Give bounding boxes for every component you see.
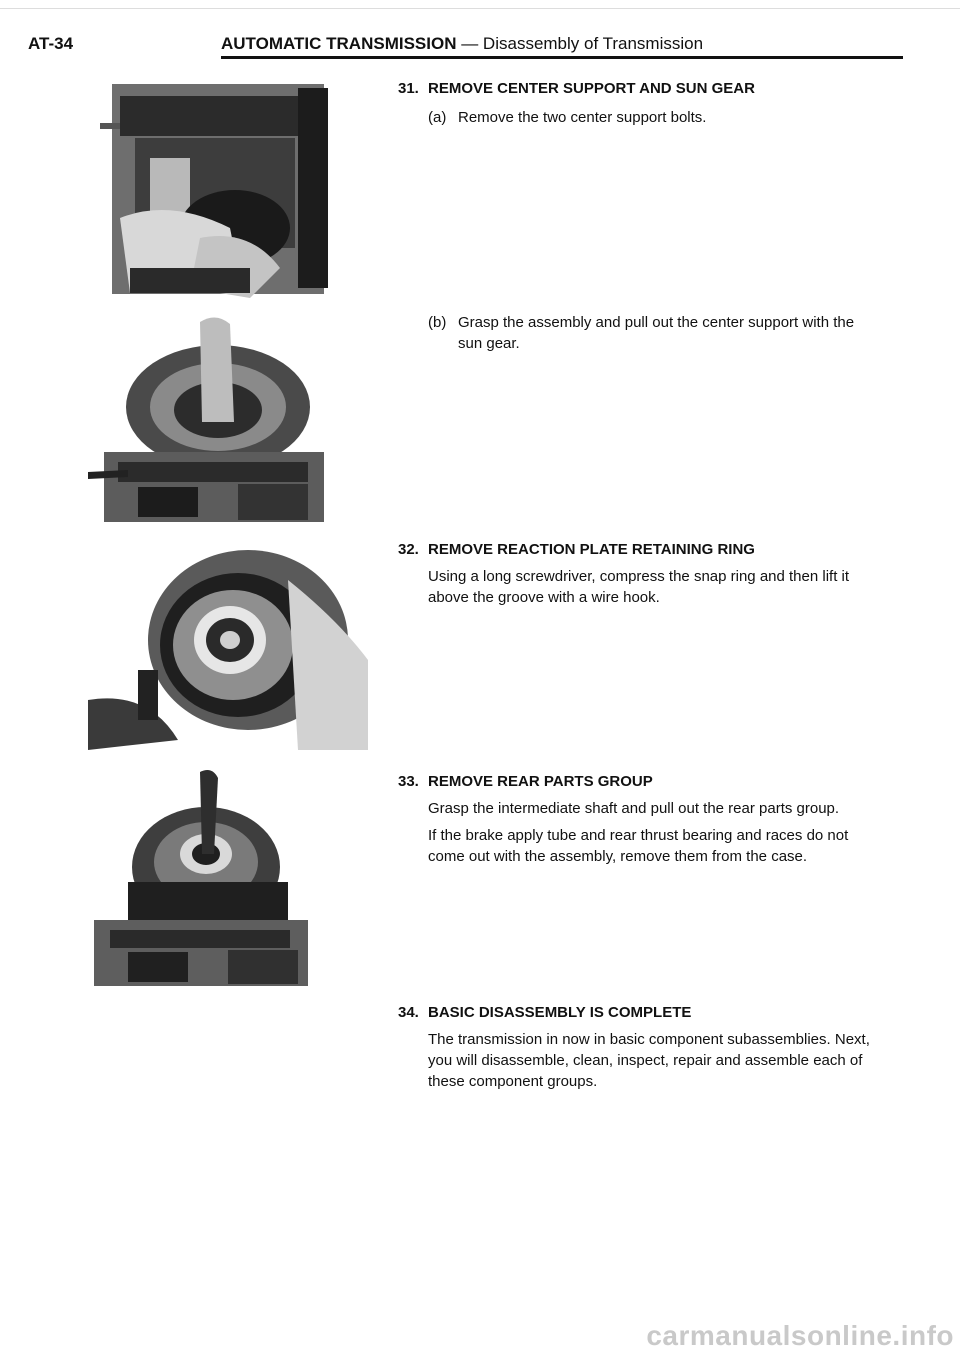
step-number: 32. bbox=[398, 541, 419, 558]
step-text-2: If the brake apply tube and rear thrust bearing and races do not come out with the assembly, remove them from the case. bbox=[428, 827, 849, 865]
step-title: REMOVE REAR PARTS GROUP bbox=[428, 773, 653, 790]
step-31-sub-b bbox=[398, 312, 888, 354]
sub-text: Grasp the assembly and pull out the center support with the sun gear. bbox=[458, 314, 855, 352]
page-number: AT-34 bbox=[28, 34, 74, 53]
step-34-body bbox=[398, 1029, 888, 1092]
step-text: The transmission in now in basic component subassemblies. Next, you will disassemble, clean, inspect, repair and assemble each of these component groups. bbox=[428, 1031, 870, 1090]
step-32-heading bbox=[398, 540, 888, 560]
page-title bbox=[221, 34, 703, 54]
photo-rear-parts-group bbox=[88, 762, 313, 990]
step-number: 33. bbox=[398, 773, 419, 790]
sub-text: Remove the two center support bolts. bbox=[458, 109, 707, 126]
photo-center-support-bolts bbox=[90, 78, 345, 303]
watermark: carmanualsonline.info bbox=[646, 1320, 954, 1351]
scan-edge-line bbox=[0, 8, 960, 9]
step-number: 31. bbox=[398, 80, 419, 97]
photo-reaction-plate-ring bbox=[88, 540, 368, 750]
step-33-body bbox=[398, 798, 888, 867]
step-34 bbox=[398, 1003, 888, 1098]
step-34-heading bbox=[398, 1003, 888, 1023]
step-31-heading bbox=[398, 79, 888, 99]
step-32 bbox=[398, 540, 888, 614]
header-rule bbox=[221, 56, 903, 59]
step-title: BASIC DISASSEMBLY IS COMPLETE bbox=[428, 1004, 692, 1021]
step-31-b bbox=[398, 312, 888, 354]
step-31 bbox=[398, 79, 888, 128]
step-text-1: Grasp the intermediate shaft and pull out the rear parts group. bbox=[428, 800, 840, 817]
photo-pull-center-support bbox=[88, 312, 330, 527]
step-32-body bbox=[398, 566, 888, 608]
step-33 bbox=[398, 772, 888, 873]
step-number: 34. bbox=[398, 1004, 419, 1021]
sub-label: (a) bbox=[428, 109, 447, 126]
step-title: REMOVE REACTION PLATE RETAINING RING bbox=[428, 541, 755, 558]
step-33-heading bbox=[398, 772, 888, 792]
step-title: REMOVE CENTER SUPPORT AND SUN GEAR bbox=[428, 80, 755, 97]
step-31-sub-a bbox=[398, 107, 888, 128]
sub-label: (b) bbox=[428, 314, 447, 331]
page-header bbox=[28, 30, 880, 60]
title-bold: AUTOMATIC TRANSMISSION bbox=[221, 34, 457, 53]
step-text: Using a long screwdriver, compress the snap ring and then lift it above the groove with a wire hook. bbox=[428, 568, 850, 606]
title-rest: — Disassembly of Transmission bbox=[456, 34, 704, 53]
